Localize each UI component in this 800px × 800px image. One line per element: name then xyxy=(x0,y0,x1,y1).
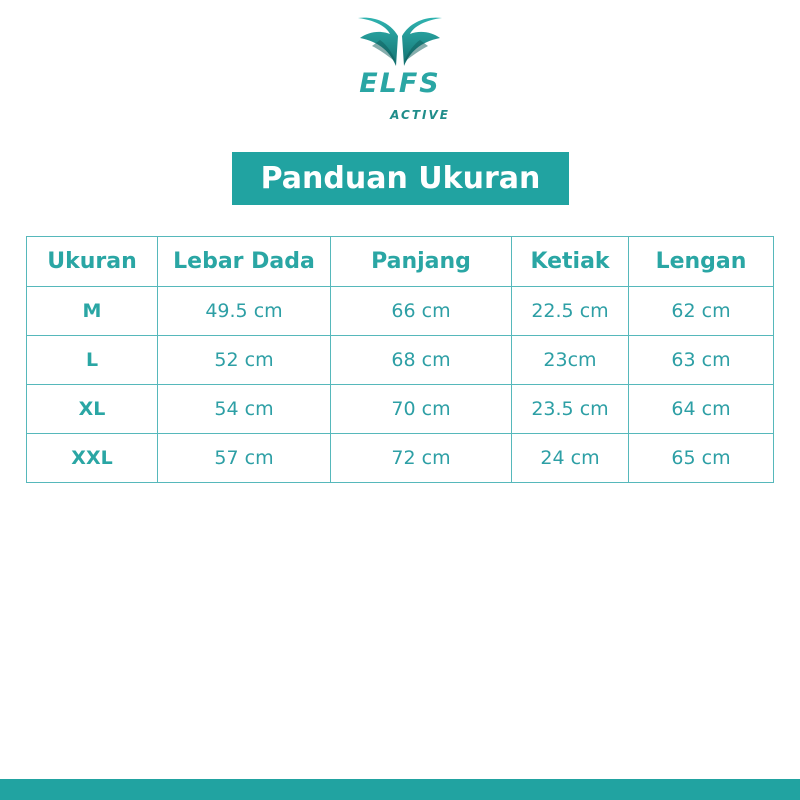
brand-subtitle: ACTIVE xyxy=(390,108,450,122)
column-header: Lebar Dada xyxy=(158,237,331,287)
table-cell: 49.5 cm xyxy=(158,287,331,336)
table-cell: 23.5 cm xyxy=(512,385,629,434)
table-cell: 62 cm xyxy=(629,287,774,336)
table-header-row xyxy=(27,237,774,287)
page-title: Panduan Ukuran xyxy=(232,152,569,205)
table-row xyxy=(27,336,774,385)
table-cell: 54 cm xyxy=(158,385,331,434)
table-cell: 57 cm xyxy=(158,434,331,483)
table-cell: 63 cm xyxy=(629,336,774,385)
butterfly-wings-logo-icon xyxy=(350,16,450,68)
column-header: Ketiak xyxy=(512,237,629,287)
size-label-cell: L xyxy=(27,336,158,385)
table-cell: 23cm xyxy=(512,336,629,385)
size-label-cell: XXL xyxy=(27,434,158,483)
table-cell: 70 cm xyxy=(331,385,512,434)
table-cell: 68 cm xyxy=(331,336,512,385)
table-cell: 65 cm xyxy=(629,434,774,483)
brand-logo xyxy=(340,16,460,122)
table-cell: 72 cm xyxy=(331,434,512,483)
column-header: Lengan xyxy=(629,237,774,287)
table-cell: 64 cm xyxy=(629,385,774,434)
table-row xyxy=(27,287,774,336)
brand-name: ELFS xyxy=(359,68,441,99)
column-header: Ukuran xyxy=(27,237,158,287)
bottom-accent-bar xyxy=(0,779,800,800)
table-cell: 52 cm xyxy=(158,336,331,385)
table-row xyxy=(27,385,774,434)
table-cell: 24 cm xyxy=(512,434,629,483)
size-label-cell: M xyxy=(27,287,158,336)
table-row xyxy=(27,434,774,483)
column-header: Panjang xyxy=(331,237,512,287)
size-label-cell: XL xyxy=(27,385,158,434)
size-chart-table xyxy=(26,236,774,483)
table-cell: 22.5 cm xyxy=(512,287,629,336)
table-cell: 66 cm xyxy=(331,287,512,336)
